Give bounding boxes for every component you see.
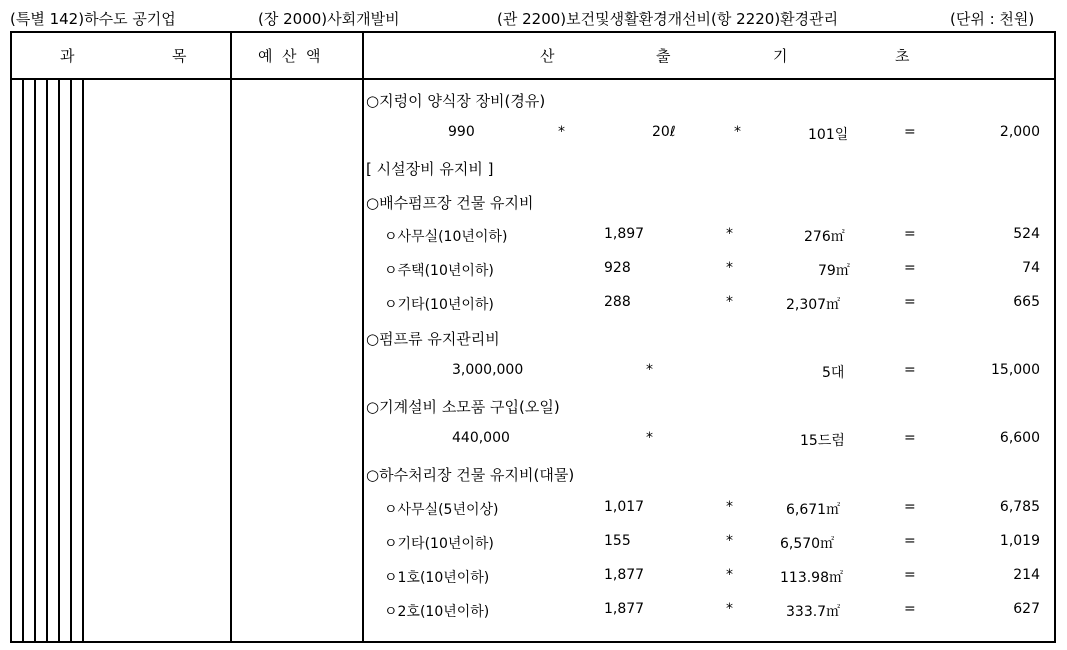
unit-price: 1,877 [604, 601, 645, 617]
row-title: ○기계설비 소모품 구입(오일) [366, 398, 560, 416]
amount: 524 [1013, 226, 1040, 242]
area: 79㎡ [818, 263, 850, 279]
item-label: ㅇ1호(10년이하) [384, 570, 490, 586]
budget-column-left-border [230, 31, 232, 643]
row-title: [ 시설장비 유지비 ] [366, 160, 494, 178]
multiply-sign: * [726, 260, 733, 276]
calc-header-1: 산 [540, 47, 555, 65]
amount: 74 [1022, 260, 1040, 276]
quantity: 15드럼 [800, 433, 845, 449]
list-item [366, 220, 1056, 250]
multiply-sign: * [726, 499, 733, 515]
item-label: ㅇ주택(10년이하) [384, 263, 494, 279]
unit-price: 155 [604, 533, 631, 549]
unit-price: 1,017 [604, 499, 645, 515]
multiply-sign: * [558, 124, 565, 140]
unit-price: 1,897 [604, 226, 645, 242]
multiply-sign: * [726, 601, 733, 617]
calc-column-left-border [362, 31, 364, 643]
area: 113.98㎡ [780, 570, 843, 586]
row-title: ○지렁이 양식장 장비(경유) [366, 92, 546, 110]
multiply-sign: * [646, 362, 653, 378]
list-item [366, 288, 1056, 318]
unit-price: 440,000 [452, 430, 510, 446]
amount: 214 [1013, 567, 1040, 583]
subject-subcolumn-line [46, 80, 48, 641]
list-item [366, 390, 1056, 420]
list-item [366, 595, 1056, 625]
list-item [366, 493, 1056, 523]
area: 276㎡ [804, 229, 845, 245]
equals-sign: = [904, 533, 916, 549]
list-item [366, 118, 1056, 148]
unit-price: 990 [448, 124, 475, 140]
row-title: ○하수처리장 건물 유지비(대물) [366, 466, 575, 484]
area: 333.7㎡ [786, 604, 841, 620]
amount: 2,000 [999, 124, 1040, 140]
subject-subcolumn-line [70, 80, 72, 641]
budget-header: 예 산 액 [258, 47, 321, 65]
subject-subcolumn-line [34, 80, 36, 641]
calc-header-3: 기 [773, 47, 788, 65]
list-item [366, 424, 1056, 454]
days: 101일 [808, 127, 849, 143]
equals-sign: = [904, 499, 916, 515]
calc-header-2: 출 [656, 47, 671, 65]
equals-sign: = [904, 362, 916, 378]
area: 6,671㎡ [786, 502, 841, 518]
item-label: ㅇ사무실(10년이하) [384, 229, 508, 245]
list-item [366, 561, 1056, 591]
item-label: ㅇ사무실(5년이상) [384, 502, 499, 518]
list-item [366, 322, 1056, 352]
subject-subcolumn-line [22, 80, 24, 641]
list-item [366, 152, 1056, 182]
list-item [366, 458, 1056, 488]
unit-price: 1,877 [604, 567, 645, 583]
equals-sign: = [904, 226, 916, 242]
list-item [366, 254, 1056, 284]
section-label: (관 2200)보건및생활환경개선비(항 2220)환경관리 [497, 10, 839, 28]
list-item [366, 84, 1056, 114]
table-left-border [10, 31, 12, 643]
amount: 665 [1013, 294, 1040, 310]
unit-label: (단위 : 천원) [950, 10, 1035, 28]
row-title: ○펌프류 유지관리비 [366, 330, 500, 348]
amount: 6,600 [999, 430, 1040, 446]
calc-header-4: 초 [895, 47, 910, 65]
item-label: ㅇ2호(10년이하) [384, 604, 490, 620]
row-title: ○배수펌프장 건물 유지비 [366, 194, 534, 212]
equals-sign: = [904, 294, 916, 310]
multiply-sign: * [726, 567, 733, 583]
unit-price: 288 [604, 294, 631, 310]
equals-sign: = [904, 430, 916, 446]
item-label: ㅇ기타(10년이하) [384, 536, 494, 552]
table-bottom-border [10, 641, 1056, 643]
header-bottom-border [10, 78, 1056, 80]
subject-subcolumn-line [82, 80, 84, 641]
amount: 6,785 [999, 499, 1040, 515]
subject-header-1: 과 [60, 47, 75, 65]
list-item [366, 527, 1056, 557]
unit-price: 928 [604, 260, 631, 276]
area: 6,570㎡ [780, 536, 835, 552]
list-item [366, 356, 1056, 386]
unit-price: 3,000,000 [452, 362, 524, 378]
quantity: 5대 [822, 365, 845, 381]
amount: 15,000 [991, 362, 1040, 378]
quantity: 20ℓ [652, 124, 676, 140]
chapter-label: (장 2000)사회개발비 [258, 10, 400, 28]
equals-sign: = [904, 260, 916, 276]
area: 2,307㎡ [786, 297, 841, 313]
multiply-sign: * [646, 430, 653, 446]
subject-subcolumn-line [58, 80, 60, 641]
equals-sign: = [904, 124, 916, 140]
item-label: ㅇ기타(10년이하) [384, 297, 494, 313]
multiply-sign: * [734, 124, 741, 140]
multiply-sign: * [726, 294, 733, 310]
subject-header-2: 목 [172, 47, 187, 65]
amount: 1,019 [999, 533, 1040, 549]
equals-sign: = [904, 567, 916, 583]
multiply-sign: * [726, 533, 733, 549]
list-item [366, 186, 1056, 216]
multiply-sign: * [726, 226, 733, 242]
special-account-label: (특별 142)하수도 공기업 [10, 10, 176, 28]
table-top-border [10, 31, 1056, 33]
amount: 627 [1013, 601, 1040, 617]
equals-sign: = [904, 601, 916, 617]
